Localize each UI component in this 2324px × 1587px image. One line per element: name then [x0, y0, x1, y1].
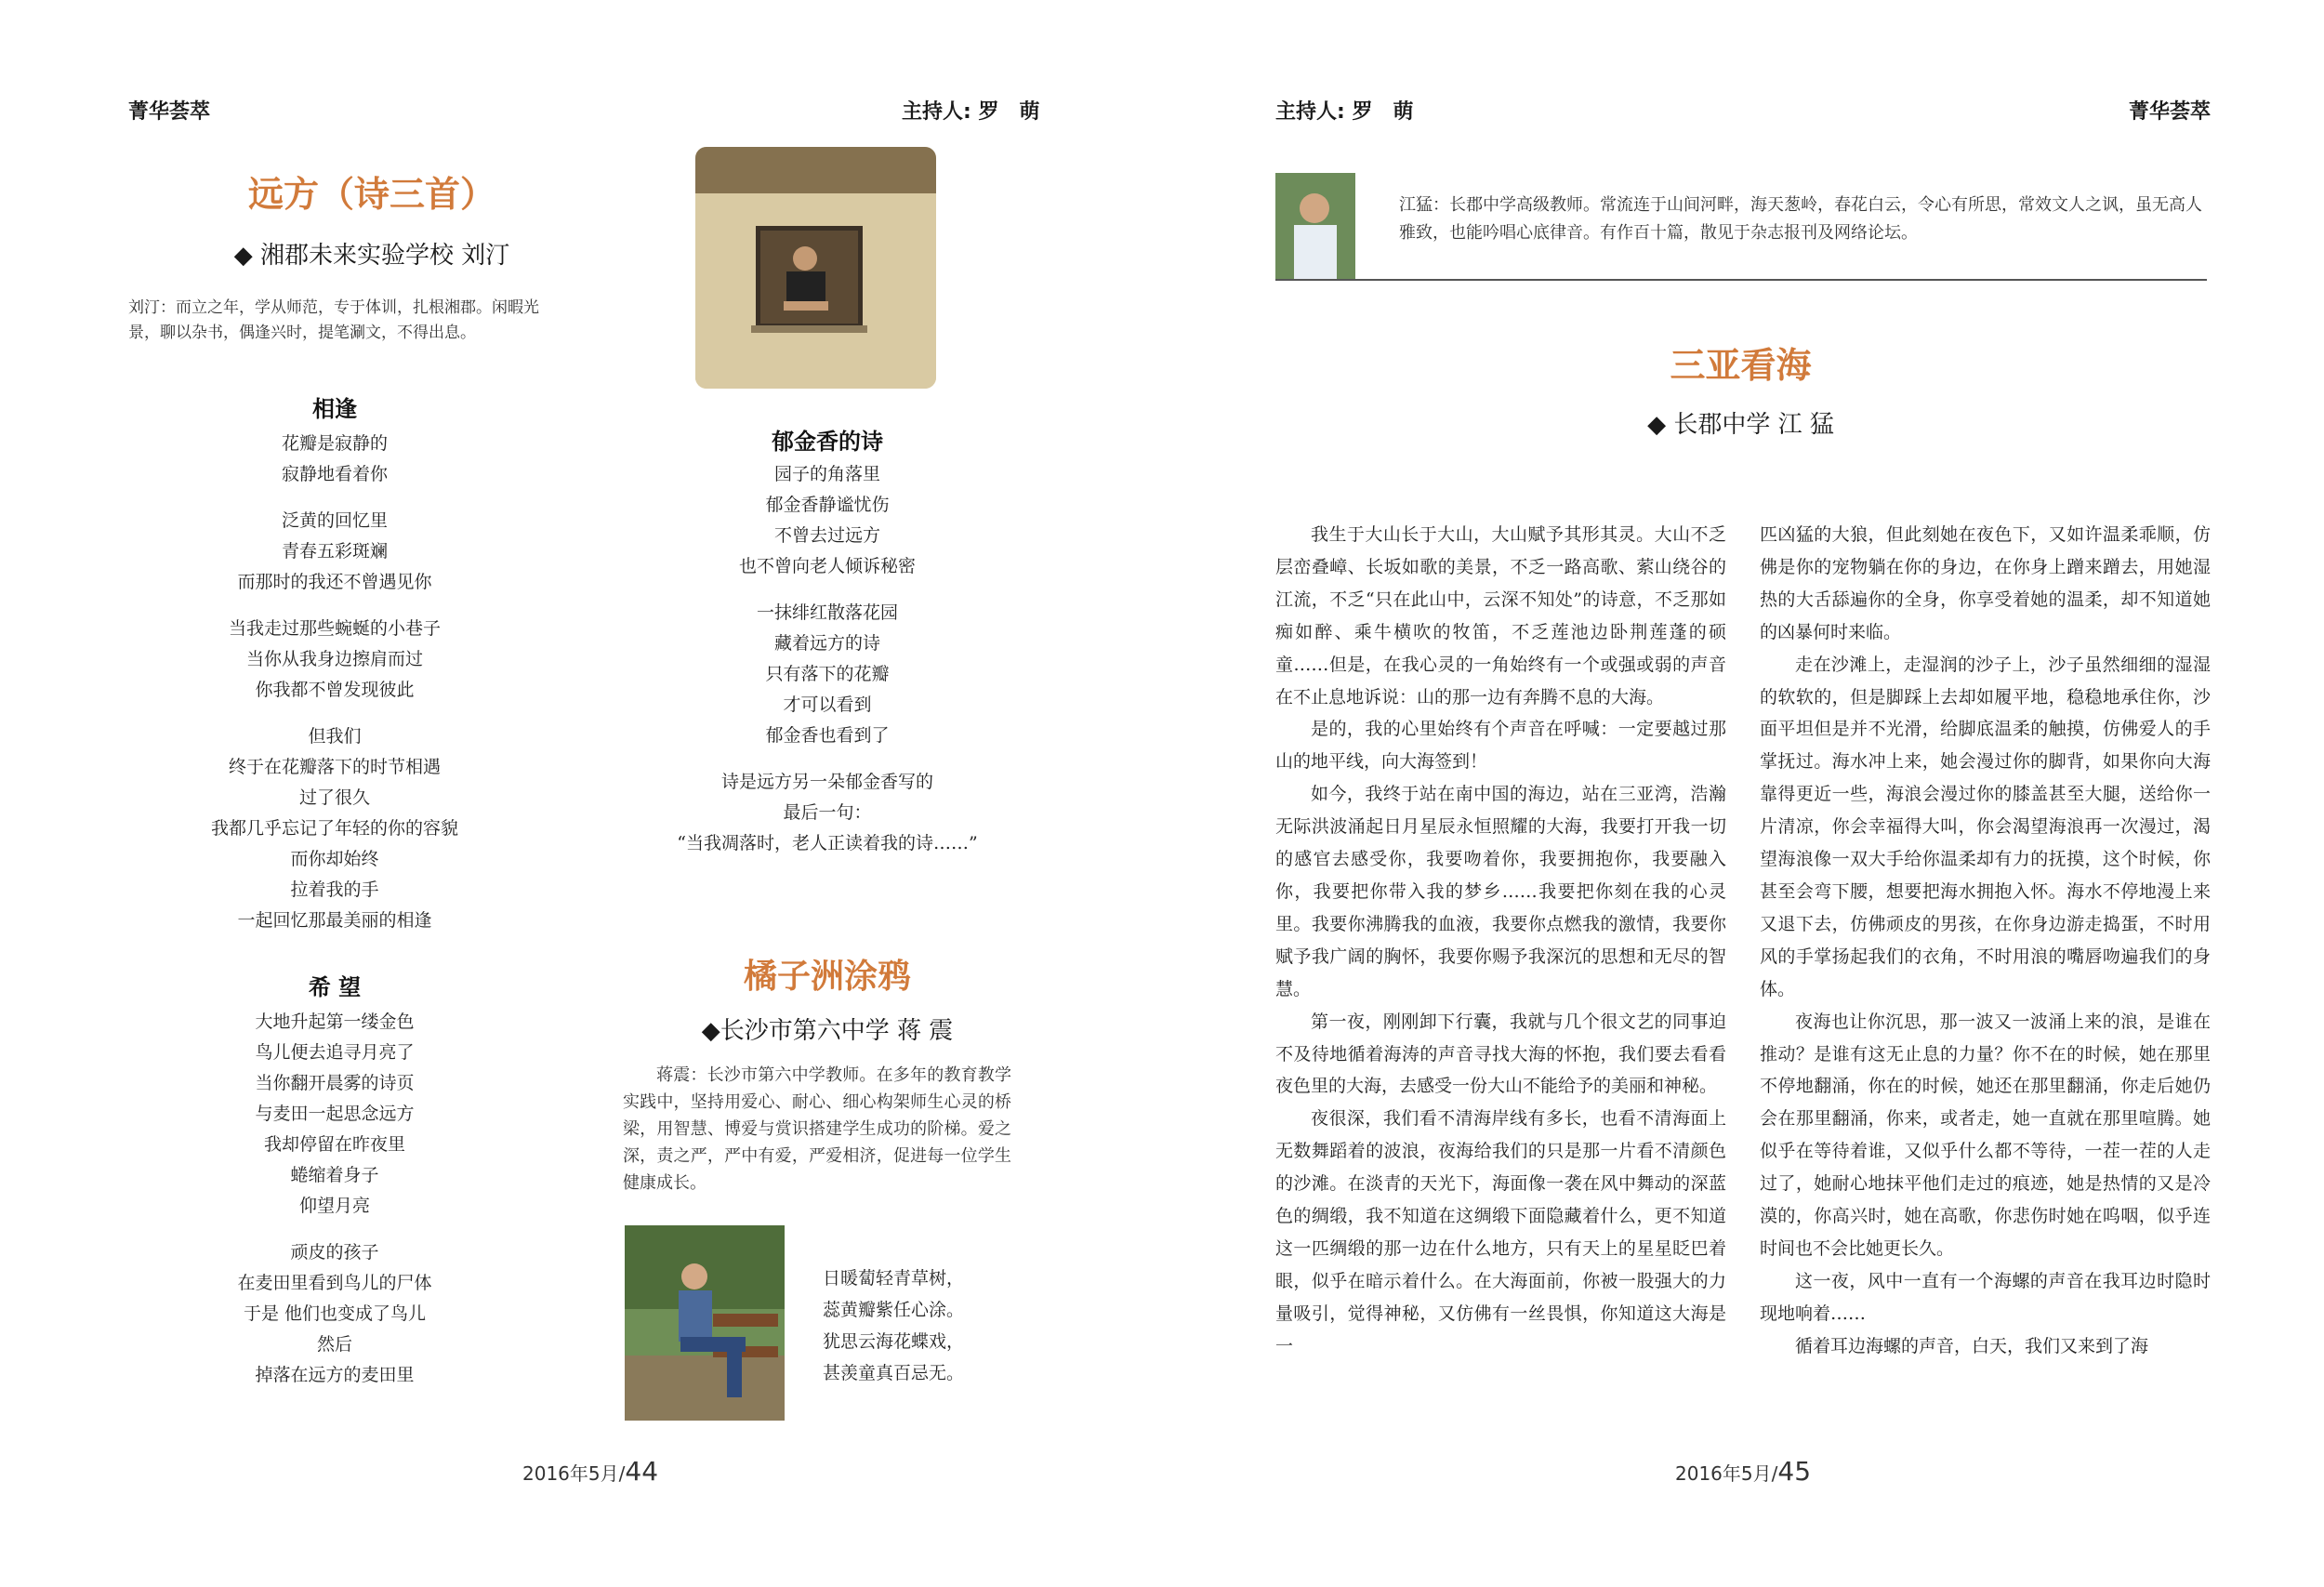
poem-line: 在麦田里看到鸟儿的尸体: [237, 1273, 432, 1293]
poem-xiwang: [121, 969, 548, 1407]
poem-stanza: [121, 614, 548, 706]
section2-title: 橘子洲涂鸦: [743, 957, 911, 996]
essay-paragraph: 如今，我终于站在南中国的海边，站在三亚湾，浩瀚无际洪波涌起日月星辰永恒照耀的大海，我要打开我一切的感官去感受你，我要吻着你，我要拥抱你，我要融入你，我要把你带入我的梦乡……我要把你刻在我的心灵里。我要你沸腾我的血液，我要你点燃我的激情，我要你赋予我广阔的胸怀，我要你赐予我深沉的思想和无尽的智慧。: [1275, 784, 1726, 999]
essay-title: 三亚看海: [1670, 344, 1812, 386]
poem-line: 才可以看到: [783, 694, 872, 715]
bench-photo: [625, 1225, 785, 1421]
poem-line: 于是 他们也变成了鸟儿: [243, 1303, 427, 1324]
poem-line: 诗是远方另一朵郁金香写的: [720, 772, 933, 792]
essay-column-1: [1275, 519, 1726, 1363]
poem-line: 郁金香也看到了: [765, 725, 890, 746]
poem-line: 大地升起第一缕金色: [255, 1012, 415, 1032]
poem-line: 犹思云海花蝶戏，: [823, 1331, 965, 1352]
poem-stanza: [121, 721, 548, 936]
essay-paragraph: 夜很深，我们看不清海岸线有多长，也看不清海面上无数舞蹈着的波浪，夜海给我们的只是那一片看不清颜色的沙滩。在淡青的天光下，海面像一袭在风中舞动的深蓝色的绸缎，我不知道在这绸缎下面隐藏着什么，更不知道这一匹绸缎的那一边在什么地方，只有天上的星星眨巴着眼，似乎在暗示着什么。在大海面前，你被一股强大的力量吸引，觉得神秘，又仿佛有一丝畏惧，你知道这大海是一: [1275, 1108, 1726, 1356]
essay-byline: ◆ 长郡中学 江 猛: [1647, 411, 1834, 439]
essay-paragraph: 是的，我的心里始终有个声音在呼喊：一定要越过那山的地平线，向大海签到！: [1275, 719, 1726, 773]
poem-stanza: [121, 429, 548, 490]
poem-body: [609, 459, 1046, 859]
poem-body: [121, 1007, 548, 1391]
page-date: 2016年5月/: [1675, 1462, 1778, 1485]
bio-divider: [1275, 279, 2207, 281]
essay-paragraph: 循着耳边海螺的声音，白天，我们又来到了海: [1795, 1335, 2149, 1356]
essay-column-2: [1760, 519, 2211, 1363]
poem-line: 与麦田一起思念远方: [255, 1104, 415, 1124]
poem-stanza: [121, 1007, 548, 1222]
poem-line: 掉落在远方的麦田里: [255, 1365, 415, 1385]
poem-xiangfeng: [121, 390, 548, 952]
left-header-section: 菁华荟萃: [128, 100, 211, 124]
poem-line: 最后一句：: [783, 802, 872, 823]
poem-line: 只有落下的花瓣: [765, 664, 890, 684]
essay-paragraph: 匹凶猛的大狼，但此刻她在夜色下，又如许温柔乖顺，仿佛是你的宠物躺在你的身边，在你身上蹭来蹭去，用她湿热的大舌舔遍你的全身，你享受着她的温柔，却不知道她的凶暴何时来临。: [1760, 524, 2211, 642]
section2-byline: ◆长沙市第六中学 蒋 震: [701, 1017, 954, 1045]
poem-title: 相逢: [312, 395, 357, 422]
essay-paragraph: 走在沙滩上，走湿润的沙子上，沙子虽然细细的湿湿的软软的，但是脚踩上去却如履平地，稳稳地承住你，沙面平坦但是并不光滑，给脚底温柔的触摸，仿佛爱人的手掌抚过。海水冲上来，她会漫过你的脚背，如果你向大海靠得更近一些，海浪会漫过你的膝盖甚至大腿，送给你一片清凉，你会幸福得大叫，你会渴望海浪再一次漫过，渴望海浪像一双大手给你温柔却有力的抚摸，这个时候，你甚至会弯下腰，想要把海水拥抱入怀。海水不停地漫上来又退下去，仿佛顽皮的男孩，在你身边游走捣蛋，不时用风的手掌扬起我们的衣角，不时用浪的嘴唇吻遍我们的身体。: [1760, 654, 2211, 999]
essay-paragraph: 这一夜，风中一直有一个海螺的声音在我耳边时隐时现地响着……: [1760, 1270, 2211, 1324]
poem-line: 仰望月亮: [298, 1196, 370, 1216]
poem-line: 一抹绯红散落花园: [756, 602, 898, 623]
poem-line: 过了很久: [298, 787, 370, 808]
page-date: 2016年5月/: [522, 1462, 626, 1485]
poem-line: 当我走过那些蜿蜒的小巷子: [228, 618, 441, 639]
section2-bio: 蒋震：长沙市第六中学教师。在多年的教育教学实践中，坚持用爱心、耐心、细心构架师生心灵的桥梁，用智慧、博爱与赏识搭建学生成功的阶梯。爱之深，责之严，严中有爱，严爱相济，促进每一位学生健康成长。: [623, 1065, 1011, 1193]
poem-line: 我却停留在昨夜里: [263, 1134, 405, 1155]
poem-title: 希 望: [308, 973, 362, 1000]
left-page-number: [522, 1456, 658, 1487]
right-page-number: [1675, 1456, 1811, 1487]
poem-stanza: [121, 1237, 548, 1391]
poem-stanza: [609, 459, 1046, 582]
window-photo: [695, 147, 936, 389]
poem-line: “当我凋落时，老人正读着我的诗……”: [677, 833, 978, 853]
poem-line: 藏着远方的诗: [773, 633, 880, 654]
page-number: 45: [1777, 1456, 1812, 1487]
essay-author-bio: 江猛：长郡中学高级教师。常流连于山间河畔，海天葱岭，春花白云，令心有所思，常效文人之讽，虽无高人雅致，也能吟唱心底律音。有作百十篇，散见于杂志报刊及网络论坛。: [1399, 195, 2202, 243]
essay-paragraph: 第一夜，刚刚卸下行囊，我就与几个很文艺的同事迫不及待地循着海涛的声音寻找大海的怀抱，我们要去看看夜色里的大海，去感受一份大山不能给予的美丽和神秘。: [1275, 1011, 1726, 1097]
poem-line: 花瓣是寂静的: [281, 433, 388, 454]
poem-line: 园子的角落里: [773, 464, 880, 484]
poem-line: 一起回忆那最美丽的相逢: [237, 910, 432, 931]
poem-line: 甚羡童真百忌无。: [823, 1363, 965, 1383]
poem-line: 终于在花瓣落下的时节相遇: [228, 757, 441, 777]
poem-line: 鸟儿便去追寻月亮了: [255, 1042, 415, 1063]
poem-line: 我都几乎忘记了年轻的你的容貌: [210, 818, 458, 839]
poem-byline: ◆ 湘郡未来实验学校 刘汀: [233, 242, 510, 270]
poem-author-bio: 刘汀：而立之年，学从师范，专于体训，扎根湘郡。闲暇光景，聊以杂书，偶逢兴时，提笔涮文，不得出息。: [128, 298, 539, 342]
poem-line: 然后: [316, 1334, 352, 1355]
poem-line: 日暖蔔轻青草树，: [823, 1268, 965, 1289]
right-header-host: 主持人: 罗 萌: [1275, 100, 1414, 124]
author-photo: [1275, 173, 1355, 280]
poem-yujinxiang: [609, 423, 1046, 875]
poem-line: 拉着我的手: [290, 879, 379, 900]
right-header-section: 菁华荟萃: [2129, 100, 2212, 124]
poem-line: 泛黄的回忆里: [281, 510, 388, 531]
poem-set-title: 远方（诗三首）: [247, 173, 495, 215]
poem-line: 顽皮的孩子: [290, 1242, 379, 1263]
poem-stanza: [121, 506, 548, 598]
essay-paragraph: 我生于大山长于大山，大山赋予其形其灵。大山不乏层峦叠嶂、长坂如歌的美景，不乏一路高歌、萦山绕谷的江流，不乏“只在此山中，云深不知处”的诗意，不乏那如痴如醉、乘牛横吹的牧笛，不乏莲池边卧荆莲蓬的硕童……但是，在我心灵的一角始终有一个或强或弱的声音在不止息地诉说：山的那一边有奔腾不息的大海。: [1275, 524, 1726, 708]
poem-line: 蕊黄瓣紫任心涂。: [823, 1300, 965, 1320]
poem-line: 当你从我身边擦肩而过: [245, 649, 423, 669]
poem-line: 但我们: [308, 726, 362, 747]
section2-poem: [823, 1263, 1046, 1389]
poem-line: 当你翻开晨雾的诗页: [255, 1073, 415, 1093]
poem-title: 郁金香的诗: [772, 428, 883, 455]
page-number: 44: [625, 1456, 659, 1487]
poem-stanza: [609, 767, 1046, 859]
poem-stanza: [609, 598, 1046, 751]
poem-line: 郁金香静谧忧伤: [765, 495, 890, 515]
poem-line: 而你却始终: [290, 849, 379, 869]
poem-line: 寂静地看着你: [281, 464, 388, 484]
poem-line: 你我都不曾发现彼此: [255, 680, 415, 700]
poem-line: 也不曾向老人倾诉秘密: [738, 556, 916, 576]
poem-line: 不曾去过远方: [773, 525, 880, 546]
essay-paragraph: 夜海也让你沉思，那一波又一波涌上来的浪，是谁在推动？是谁有这无止息的力量？你不在的时候，她在那里不停地翻涌，你在的时候，她还在那里翻涌，你走后她仍会在那里翻涌，你来，或者走，她一直就在那里喧腾。她似乎在等待着谁，又似乎什么都不等待，一茬一茬的人走过了，她耐心地抹平他们走过的痕迹，她是热情的又是冷漠的，你高兴时，她在高歌，你悲伤时她在呜咽，似乎连时间也不会比她更长久。: [1760, 1011, 2211, 1259]
poem-line: 蜷缩着身子: [290, 1165, 379, 1185]
poem-line: 青春五彩斑斓: [281, 541, 388, 562]
poem-line: 而那时的我还不曾遇见你: [237, 572, 432, 592]
poem-body: [121, 429, 548, 936]
left-header-host: 主持人: 罗 萌: [902, 100, 1040, 124]
